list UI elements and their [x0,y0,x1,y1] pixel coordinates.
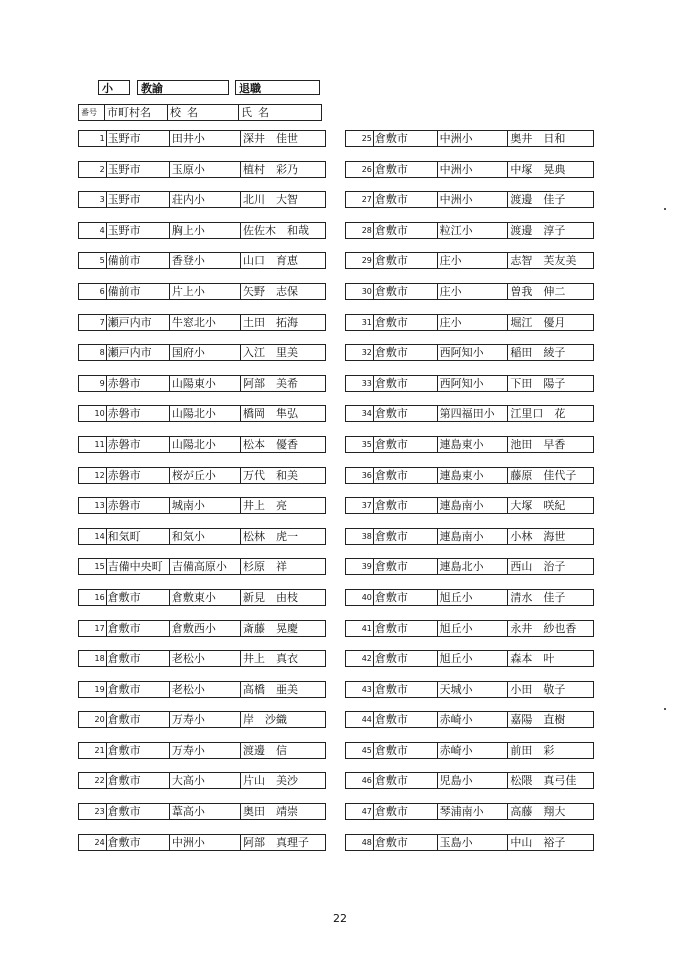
row-name: 矢野 志保 [240,284,325,299]
row-school: 西阿知小 [437,376,508,391]
row-school: 山陽北小 [169,437,240,452]
row-city: 倉敷市 [373,529,437,544]
row-number: 4 [99,225,105,235]
row-number: 9 [99,378,105,388]
row-city: 玉野市 [106,192,169,207]
row-city: 倉敷市 [373,621,437,636]
row-name: 小林 海世 [507,529,593,544]
row-school: 山陽北小 [169,406,240,421]
row-name: 橋岡 隼弘 [240,406,325,421]
row-name: 志智 芙友美 [507,253,593,268]
row-city: 倉敷市 [373,192,437,207]
row-school: 赤崎小 [437,712,508,727]
row-number: 24 [94,837,105,847]
row-name: 渡邊 信 [240,743,325,758]
row-city: 倉敷市 [373,590,437,605]
table-row [345,650,594,667]
row-name: 片山 美沙 [240,773,325,788]
row-number: 10 [94,409,105,419]
row-city: 倉敷市 [106,712,169,727]
row-city: 倉敷市 [373,253,437,268]
row-name: 奥井 日和 [507,131,593,146]
row-city: 倉敷市 [106,743,169,758]
row-school: 児島小 [437,773,508,788]
row-city: 倉敷市 [373,315,437,330]
row-school: 和気小 [169,529,240,544]
row-city: 倉敷市 [106,682,169,697]
row-number: 14 [94,531,105,541]
table-row [345,375,594,392]
row-number: 7 [99,317,105,327]
row-name: 藤原 佳代子 [507,468,593,483]
row-school: 旭丘小 [437,621,508,636]
row-name: 松本 優香 [240,437,325,452]
row-city: 赤磐市 [106,468,169,483]
table-row [78,558,326,575]
table-row [345,711,594,728]
row-number: 1 [99,134,105,143]
row-school: 琴浦南小 [437,804,508,819]
row-number: 32 [361,348,372,358]
row-city: 倉敷市 [106,590,169,605]
column-header-school: 校名 [167,104,239,121]
row-number: 8 [99,348,105,358]
row-city: 倉敷市 [106,835,169,850]
table-row [345,834,594,851]
row-number: 11 [94,439,105,449]
table-row [345,558,594,575]
table-row [345,436,594,453]
row-name: 稲田 綾子 [507,345,593,360]
row-name: 奥田 靖崇 [240,804,325,819]
row-city: 倉敷市 [373,743,437,758]
scan-speck [664,708,666,710]
row-school: 葦高小 [169,804,240,819]
row-school: 中洲小 [437,192,508,207]
row-number: 35 [361,439,372,449]
table-row [78,436,326,453]
table-row [78,528,326,545]
row-number: 18 [94,654,105,664]
row-number: 30 [361,286,372,296]
row-school: 天城小 [437,682,508,697]
row-school: 玉島小 [437,835,508,850]
table-row [78,161,326,178]
table-row [345,528,594,545]
row-name: 入江 里美 [240,345,325,360]
row-number: 16 [94,592,105,602]
row-city: 玉野市 [106,131,169,146]
row-number: 45 [361,745,372,755]
row-school: 連島南小 [437,529,508,544]
row-number: 20 [94,715,105,725]
table-row [78,834,326,851]
table-row [78,620,326,637]
row-name: 高藤 翔大 [507,804,593,819]
row-number: 43 [361,684,372,694]
row-number: 12 [94,470,105,480]
row-school: 連島東小 [437,468,508,483]
row-number: 28 [361,225,372,235]
column-header-row [78,104,322,121]
row-school: 国府小 [169,345,240,360]
row-number: 23 [94,807,105,817]
row-city: 倉敷市 [373,804,437,819]
row-name: 北川 大智 [240,192,325,207]
row-city: 玉野市 [106,223,169,238]
row-number: 13 [94,501,105,511]
row-name: 阿部 美希 [240,376,325,391]
row-city: 備前市 [106,284,169,299]
row-city: 赤磐市 [106,376,169,391]
table-row [345,681,594,698]
row-school: 倉敷西小 [169,621,240,636]
row-school: 城南小 [169,498,240,513]
row-city: 備前市 [106,253,169,268]
row-number: 22 [94,776,105,786]
row-city: 倉敷市 [373,223,437,238]
table-row [345,772,594,789]
table-row [345,803,594,820]
row-number: 5 [99,256,105,266]
row-number: 36 [361,470,372,480]
row-number: 33 [361,378,372,388]
row-name: 堀江 優月 [507,315,593,330]
row-school: 連島東小 [437,437,508,452]
row-name: 新見 由枝 [240,590,325,605]
row-name: 小田 敬子 [507,682,593,697]
row-school: 香登小 [169,253,240,268]
row-school: 万寿小 [169,743,240,758]
row-name: 森本 叶 [507,651,593,666]
school-level-box: 小 [98,80,130,95]
row-city: 赤磐市 [106,437,169,452]
row-number: 3 [99,195,105,205]
row-name: 大塚 咲紀 [507,498,593,513]
row-name: 土田 拓海 [240,315,325,330]
row-number: 27 [361,195,372,205]
row-school: 西阿知小 [437,345,508,360]
table-row [78,589,326,606]
row-name: 山口 育恵 [240,253,325,268]
retirement-type-box: 退職 [235,80,320,95]
row-city: 玉野市 [106,162,169,177]
position-box: 教諭 [137,80,229,95]
table-row [345,283,594,300]
row-number: 47 [361,807,372,817]
row-school: 胸上小 [169,223,240,238]
row-number: 25 [361,134,372,143]
column-header-number: 番号 [78,104,105,121]
row-school: 吉備高原小 [169,559,240,574]
row-number: 2 [99,164,105,174]
row-city: 倉敷市 [373,162,437,177]
page-number: 22 [333,912,347,925]
table-row [78,314,326,331]
row-school: 倉敷東小 [169,590,240,605]
row-number: 48 [361,837,372,847]
row-name: 下田 陽子 [507,376,593,391]
table-row [345,405,594,422]
row-school: 荘内小 [169,192,240,207]
row-school: 大高小 [169,773,240,788]
row-school: 粒江小 [437,223,508,238]
table-row [78,222,326,239]
table-row [78,497,326,514]
row-name: 井上 亮 [240,498,325,513]
row-name: 杉原 祥 [240,559,325,574]
table-row [345,130,594,147]
row-name: 清水 佳子 [507,590,593,605]
row-school: 中洲小 [169,835,240,850]
left-column-list [78,130,326,864]
row-number: 39 [361,562,372,572]
row-school: 旭丘小 [437,590,508,605]
row-name: 松隈 真弓佳 [507,773,593,788]
row-city: 倉敷市 [373,468,437,483]
row-name: 万代 和美 [240,468,325,483]
row-city: 倉敷市 [373,498,437,513]
row-name: 佐佐木 和哉 [240,223,325,238]
row-city: 倉敷市 [373,651,437,666]
row-number: 19 [94,684,105,694]
row-number: 41 [361,623,372,633]
row-number: 34 [361,409,372,419]
row-name: 井上 真衣 [240,651,325,666]
row-school: 田井小 [169,131,240,146]
row-school: 万寿小 [169,712,240,727]
row-number: 21 [94,745,105,755]
row-name: 前田 彩 [507,743,593,758]
row-name: 高橋 亜美 [240,682,325,697]
right-column-list [345,130,594,864]
row-school: 中洲小 [437,162,508,177]
row-name: 渡邊 淳子 [507,223,593,238]
row-city: 倉敷市 [373,437,437,452]
row-school: 赤崎小 [437,743,508,758]
table-row [78,803,326,820]
row-name: 岸 沙織 [240,712,325,727]
row-school: 中洲小 [437,131,508,146]
row-city: 赤磐市 [106,406,169,421]
table-row [78,711,326,728]
table-row [78,252,326,269]
row-city: 赤磐市 [106,498,169,513]
row-school: 庄小 [437,284,508,299]
row-school: 老松小 [169,682,240,697]
table-row [345,589,594,606]
column-header-city: 市町村名 [104,104,168,121]
table-row [78,405,326,422]
row-school: 旭丘小 [437,651,508,666]
table-row [78,344,326,361]
row-school: 片上小 [169,284,240,299]
row-number: 31 [361,317,372,327]
row-number: 42 [361,654,372,664]
row-name: 池田 早香 [507,437,593,452]
row-school: 山陽東小 [169,376,240,391]
row-number: 17 [94,623,105,633]
column-header-name: 氏名 [238,104,322,121]
row-number: 37 [361,501,372,511]
row-city: 瀬戸内市 [106,315,169,330]
row-city: 倉敷市 [106,621,169,636]
row-city: 倉敷市 [373,406,437,421]
row-name: 中塚 晃典 [507,162,593,177]
row-city: 倉敷市 [373,284,437,299]
row-name: 永井 紗也香 [507,621,593,636]
row-name: 江里口 花 [507,406,593,421]
table-row [345,314,594,331]
row-city: 倉敷市 [106,651,169,666]
row-city: 倉敷市 [106,804,169,819]
row-name: 西山 治子 [507,559,593,574]
row-name: 渡邊 佳子 [507,192,593,207]
row-school: 庄小 [437,315,508,330]
table-row [78,467,326,484]
table-row [345,222,594,239]
row-number: 38 [361,531,372,541]
row-school: 牛窓北小 [169,315,240,330]
row-name: 植村 彩乃 [240,162,325,177]
table-row [345,497,594,514]
row-school: 第四福田小 [437,406,508,421]
table-row [345,191,594,208]
row-number: 40 [361,592,372,602]
row-number: 26 [361,164,372,174]
row-city: 倉敷市 [373,835,437,850]
row-number: 44 [361,715,372,725]
table-row [345,344,594,361]
row-name: 松林 虎一 [240,529,325,544]
table-row [78,772,326,789]
scan-speck [664,208,666,210]
table-row [345,620,594,637]
row-name: 阿部 真理子 [240,835,325,850]
table-row [345,252,594,269]
table-row [345,467,594,484]
table-row [78,681,326,698]
table-row [78,375,326,392]
table-row [78,650,326,667]
row-school: 連島南小 [437,498,508,513]
table-row [345,742,594,759]
row-number: 46 [361,776,372,786]
table-row [78,130,326,147]
row-name: 深井 佳世 [240,131,325,146]
row-city: 倉敷市 [373,559,437,574]
row-school: 桜が丘小 [169,468,240,483]
row-name: 嘉陽 直樹 [507,712,593,727]
row-school: 庄小 [437,253,508,268]
row-number: 6 [99,286,105,296]
table-row [345,161,594,178]
row-city: 倉敷市 [373,712,437,727]
row-name: 曽我 伸二 [507,284,593,299]
row-school: 老松小 [169,651,240,666]
row-city: 倉敷市 [373,682,437,697]
row-city: 倉敷市 [106,773,169,788]
row-city: 倉敷市 [373,345,437,360]
row-number: 29 [361,256,372,266]
row-city: 和気町 [106,529,169,544]
row-name: 斎藤 晃慶 [240,621,325,636]
row-school: 連島北小 [437,559,508,574]
row-number: 15 [94,562,105,572]
row-school: 玉原小 [169,162,240,177]
table-row [78,283,326,300]
row-city: 倉敷市 [373,376,437,391]
row-city: 倉敷市 [373,131,437,146]
row-name: 中山 裕子 [507,835,593,850]
table-row [78,742,326,759]
table-row [78,191,326,208]
row-city: 倉敷市 [373,773,437,788]
row-city: 瀬戸内市 [106,345,169,360]
row-city: 吉備中央町 [106,559,169,574]
